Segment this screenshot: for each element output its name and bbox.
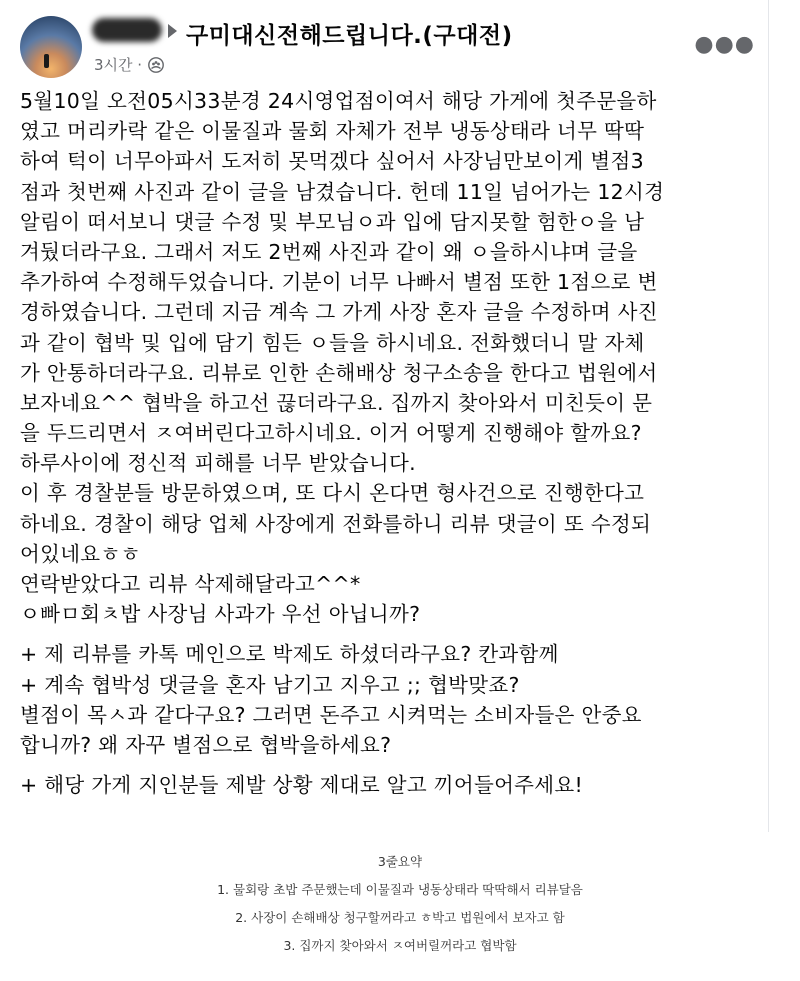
post-text-line: 가 안통하더라구요. 리뷰로 인한 손해배상 청구소송을 한다고 법원에서: [20, 360, 658, 385]
paragraph-spacer: [20, 629, 750, 639]
more-horizontal-icon[interactable]: ●●●: [694, 32, 755, 57]
post-text-line: 점과 첫번째 사진과 같이 글을 남겼습니다. 헌데 11일 넘어가는 12시경: [20, 179, 665, 204]
post-text-line: 하네요. 경찰이 해당 업체 사장에게 전화를하니 리뷰 댓글이 또 수정되: [20, 511, 652, 536]
post-text-line: 추가하여 수정해두었습니다. 기분이 너무 나빠서 별점 또한 1점으로 변: [20, 270, 658, 295]
post-paragraph-closing: [20, 770, 750, 800]
post-text-line: + 계속 협박성 댓글을 혼자 남기고 지우고 ;; 협박맞죠?: [20, 672, 520, 697]
avatar-figure: [44, 54, 49, 68]
post-body: [20, 86, 750, 800]
group-name-link[interactable]: 구미대신전해드립니다.(구대전): [186, 23, 513, 49]
post-text-line: + 해당 가게 지인분들 제발 상황 제대로 알고 끼어들어주세요!: [20, 773, 583, 798]
post-text-line: 5월10일 오전05시33분경 24시영업점이여서 해당 가게에 첫주문을하: [20, 89, 657, 113]
post-text-line: 하여 턱이 너무아파서 도저히 못먹겠다 싶어서 사장님만보이게 별점3: [20, 149, 644, 174]
summary-section: [0, 848, 800, 960]
post-text-line: 알림이 떠서보니 댓글 수정 및 부모님ㅇ과 입에 담지못할 험한ㅇ을 남: [20, 209, 645, 234]
post-text-line: 과 같이 협박 및 입에 담기 힘든 ㅇ들을 하시네요. 전화했더니 말 자체: [20, 330, 645, 355]
post-text-line: 합니까? 왜 자꾸 별점으로 협박을하세요?: [20, 732, 392, 757]
post-text-line: + 제 리뷰를 카톡 메인으로 박제도 하셨더라구요? 칸과함께: [20, 642, 559, 667]
post-meta: [94, 54, 164, 75]
summary-item: 1. 물회랑 초밥 주문했는데 이물질과 냉동상태라 딱딱해서 리뷰달음: [217, 882, 583, 897]
post-text-line: 하루사이에 정신적 피해를 너무 받았습니다.: [20, 451, 416, 476]
summary-item: 3. 집까지 찾아와서 ㅈ여버릴꺼라고 협박함: [283, 938, 517, 953]
paragraph-spacer: [20, 760, 750, 770]
post-text-line: 경하였습니다. 그런데 지금 계속 그 가게 사장 혼자 글을 수정하며 사진: [20, 300, 658, 325]
post-text-line: 보자네요^^ 협박을 하고선 끊더라구요. 집까지 찾아와서 미친듯이 문: [20, 390, 653, 415]
post-text-line: 을 두드리면서 ㅈ여버린다고하시네요. 이거 어떻게 진행해야 할까요?: [20, 421, 642, 446]
summary-item: 2. 사장이 손해배상 청구할꺼라고 ㅎ박고 법원에서 보자고 함: [235, 910, 565, 925]
post-text-line: 이 후 경찰분들 방문하였으며, 또 다시 온다면 형사건으로 진행한다고: [20, 481, 645, 506]
blurred-author-name[interactable]: [92, 18, 162, 42]
arrow-right-icon: [168, 24, 177, 38]
post-text-line: 였고 머리카락 같은 이물질과 물회 자체가 전부 냉동상태라 너무 딱딱: [20, 119, 645, 144]
summary-title: 3줄요약: [377, 854, 423, 869]
post-text-line: 겨뒀더라구요. 그래서 저도 2번째 사진과 같이 왜 ㅇ을하시냐며 글을: [20, 239, 638, 264]
profile-avatar[interactable]: [20, 16, 82, 78]
post-text-line: 연락받았다고 리뷰 삭제해달라고^^*: [20, 572, 361, 596]
post-text-line: 어있네요ㅎㅎ: [20, 541, 141, 566]
group-audience-icon: [148, 57, 164, 73]
post-timestamp[interactable]: 3시간 ·: [94, 56, 143, 74]
post-text-line: ㅇ빠ㅁ회ㅊ밥 사장님 사과가 우선 아닙니까?: [20, 602, 421, 627]
post-paragraph-main: [20, 86, 750, 629]
post-header: [20, 12, 765, 80]
post-paragraph-addendum: [20, 639, 750, 760]
post-text-line: 별점이 목ㅅ과 같다구요? 그러면 돈주고 시켜먹는 소비자들은 안중요: [20, 702, 642, 727]
